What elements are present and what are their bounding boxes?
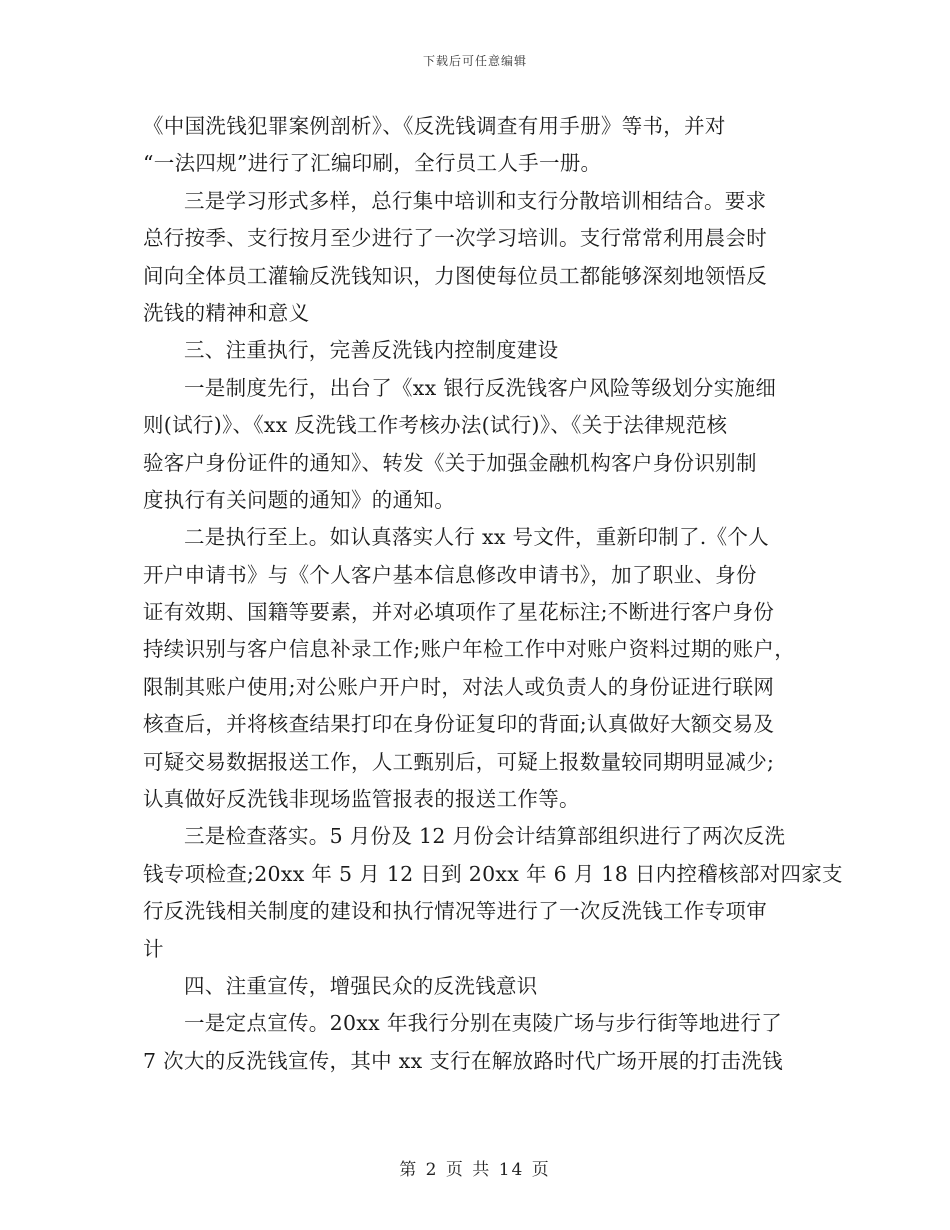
- body-text: [143, 108, 843, 1080]
- text-line: 验客户身份证件的通知》、转发《关于加强金融机构客户身份识别制: [143, 450, 757, 475]
- text-line: 核查后，并将核查结果打印在身份证复印的背面;认真做好大额交易及: [143, 712, 775, 737]
- text-line: 一是定点宣传。20xx 年我行分别在夷陵广场与步行街等地进行了: [184, 1011, 783, 1036]
- page-number: 第 2 页 共 14 页: [399, 1160, 551, 1180]
- text-line: 《中国洗钱犯罪案例剖析》、《反洗钱调查有用手册》等书，并对: [143, 114, 726, 138]
- text-line: 行反洗钱相关制度的建设和执行情况等进行了一次反洗钱工作专项审: [143, 899, 767, 924]
- text-line: 认真做好反洗钱非现场监管报表的报送工作等。: [143, 787, 580, 812]
- text-line: 可疑交易数据报送工作，人工甄别后，可疑上报数量较同期明显减少;: [143, 749, 775, 774]
- text-line: 二是执行至上。如认真落实人行 xx 号文件，重新印制了.《个人: [184, 525, 769, 550]
- text-line: 三、注重执行，完善反洗钱内控制度建设: [184, 338, 559, 363]
- text-line: 7 次大的反洗钱宣传，其中 xx 支行在解放路时代广场开展的打击洗钱: [143, 1048, 783, 1073]
- text-line: 度执行有关问题的通知》的通知。: [143, 487, 455, 512]
- text-line: 一是制度先行，出台了《xx 银行反洗钱客户风险等级划分实施细: [184, 375, 777, 400]
- text-line: 四、注重宣传，增强民众的反洗钱意识: [184, 973, 538, 998]
- text-line: 三是检查落实。5 月份及 12 月份会计结算部组织进行了两次反洗: [184, 824, 786, 849]
- text-line: 总行按季、支行按月至少进行了一次学习培训。支行常常利用晨会时: [143, 226, 767, 251]
- text-line: 间向全体员工灌输反洗钱知识，力图使每位员工都能够深刻地领悟反: [143, 263, 767, 288]
- text-line: 计: [143, 936, 164, 961]
- text-line: 洗钱的精神和意义: [143, 300, 310, 325]
- text-line: 开户申请书》与《个人客户基本信息修改申请书》，加了职业、身份: [143, 562, 757, 587]
- text-line: 三是学习形式多样，总行集中培训和支行分散培训相结合。要求: [184, 188, 767, 213]
- text-line: 则(试行)》、《xx 反洗钱工作考核办法(试行)》、《关于法律规范核: [143, 413, 728, 438]
- text-line: 证有效期、国籍等要素，并对必填项作了星花标注;不断进行客户身份: [143, 600, 775, 625]
- text-line: 钱专项检查;20xx 年 5 月 12 日到 20xx 年 6 月 18 日内控稽核部对四家支: [143, 861, 843, 886]
- text-line: 持续识别与客户信息补录工作;账户年检工作中对账户资料过期的账户，: [143, 637, 796, 662]
- text-line: 限制其账户使用;对公账户开户时，对法人或负责人的身份证进行联网: [143, 674, 775, 699]
- header-note: 下载后可任意编辑: [422, 54, 527, 68]
- text-line: “一法四规”进行了汇编印刷，全行员工人手一册。: [143, 151, 602, 176]
